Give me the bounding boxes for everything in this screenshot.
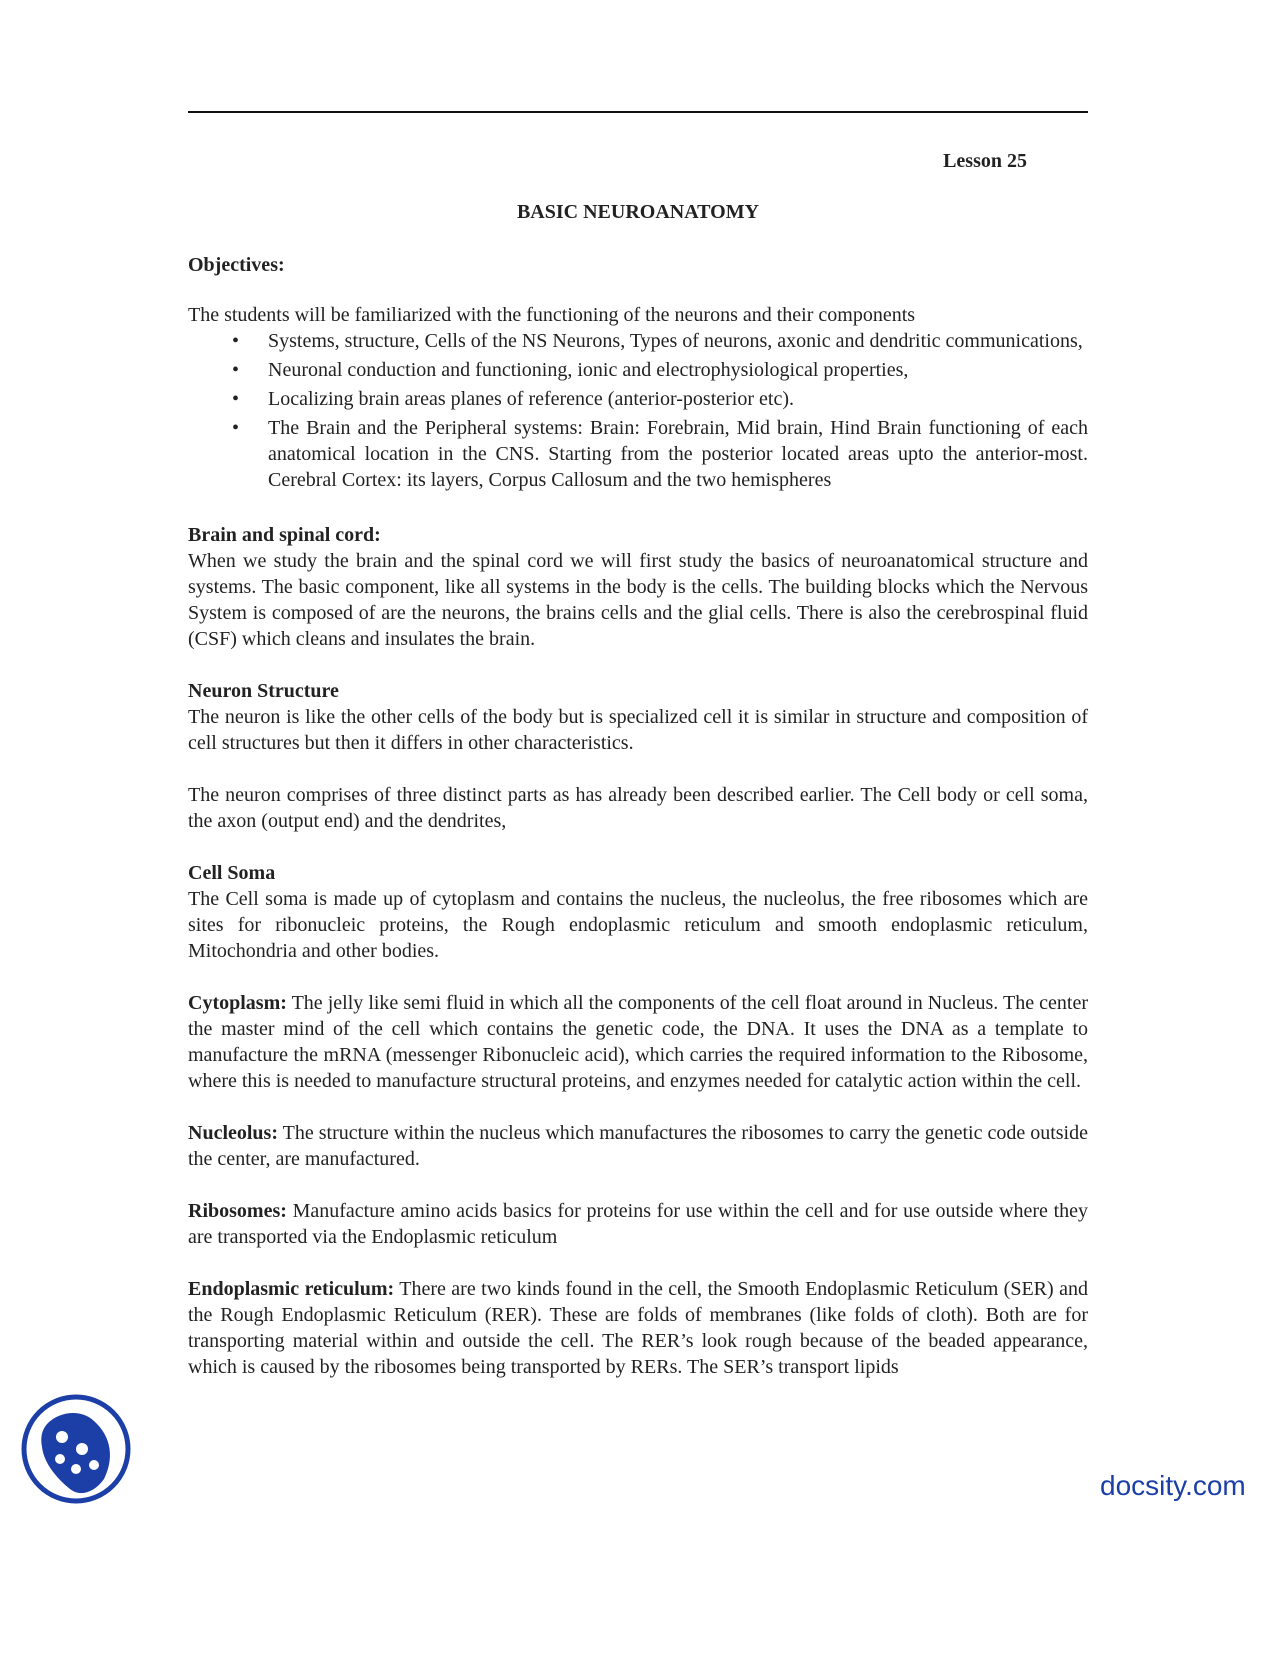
- lesson-number: Lesson 25: [943, 150, 1027, 172]
- term-cytoplasm: Cytoplasm:: [188, 992, 287, 1014]
- document-body: [188, 252, 1088, 1380]
- list-item: • Localizing brain areas planes of reference (anterior-posterior etc).: [232, 388, 794, 410]
- bullet-icon: •: [232, 417, 240, 439]
- paragraph-nucleolus: Nucleolus: The structure within the nucleus which manufactures the ribosomes to carry the genetic code outside the center, are manufactured.: [188, 1122, 1088, 1170]
- section-text-neuron-2: The neuron comprises of three distinct parts as has already been described earlier. The Cell body or cell soma, the axon (output end) and the dendrites,: [188, 784, 1088, 832]
- list-item: • Systems, structure, Cells of the NS Neurons, Types of neurons, axonic and dendritic communications,: [232, 330, 1083, 352]
- section-text-brain: When we study the brain and the spinal cord we will first study the basics of neuroanatomical structure and systems. The basic component, like all systems in the body is the cells. The building blocks which the Nervous System is composed of are the neurons, the brains cells and the glial cells. There is also the cerebrospinal fluid (CSF) which cleans and insulates the brain.: [188, 550, 1088, 650]
- list-item: • The Brain and the Peripheral systems: Brain: Forebrain, Mid brain, Hind Brain functioning of each anatomical location in the CNS. Starting from the posterior located areas upto the anterior-most. Cerebral Cortex: its layers, Corpus Callosum and the two hemispheres: [232, 417, 1088, 491]
- header-rule: [188, 111, 1088, 113]
- docsity-logo-icon: [20, 1393, 132, 1505]
- term-er: Endoplasmic reticulum:: [188, 1278, 395, 1300]
- bullet-icon: •: [232, 388, 240, 410]
- paragraph-ribosomes: Ribosomes: Manufacture amino acids basics for proteins for use within the cell and for use outside where they are transported via the Endoplasmic reticulum: [188, 1200, 1088, 1248]
- brand-link[interactable]: docsity.com: [1100, 1470, 1246, 1501]
- section-heading-soma: Cell Soma: [188, 862, 276, 884]
- section-text-soma: The Cell soma is made up of cytoplasm and contains the nucleus, the nucleolus, the free ribosomes which are sites for ribonucleic proteins, the Rough endoplasmic reticulum and smooth endoplasmic reticulum, Mitochondria and other bodies.: [188, 888, 1088, 962]
- term-ribosomes: Ribosomes:: [188, 1200, 287, 1222]
- section-heading-brain: Brain and spinal cord:: [188, 524, 381, 546]
- objectives-intro: The students will be familiarized with the functioning of the neurons and their components: [188, 304, 916, 326]
- term-nucleolus: Nucleolus:: [188, 1122, 278, 1144]
- list-item: • Neuronal conduction and functioning, ionic and electrophysiological properties,: [232, 359, 909, 381]
- section-text-neuron-1: The neuron is like the other cells of the body but is specialized cell it is similar in structure and composition of cell structures but then it differs in other characteristics.: [188, 706, 1088, 754]
- bullet-icon: •: [232, 330, 240, 352]
- section-heading-neuron: Neuron Structure: [188, 680, 339, 702]
- page-title: BASIC NEUROANATOMY: [516, 201, 760, 223]
- bullet-icon: •: [232, 359, 240, 381]
- paragraph-cytoplasm: Cytoplasm: The jelly like semi fluid in which all the components of the cell float around in Nucleus. The center the master mind of the cell which contains the genetic code, the DNA. It uses the DNA as a template to manufacture the mRNA (messenger Ribonucleic acid), which carries the required information to the Ribosome, where this is needed to manufacture structural proteins, and enzymes needed for catalytic action within the cell.: [188, 992, 1088, 1092]
- objectives-heading: Objectives:: [188, 254, 285, 276]
- paragraph-er: Endoplasmic reticulum: There are two kinds found in the cell, the Smooth Endoplasmic Reticulum (SER) and the Rough Endoplasmic Reticulum (RER). These are folds of membranes (like folds of cloth). Both are for transporting material within and outside the cell. The RER’s look rough because of the beaded appearance, which is caused by the ribosomes being transported by RERs. The SER’s transport lipids: [188, 1278, 1088, 1378]
- objectives-list: [188, 328, 1088, 493]
